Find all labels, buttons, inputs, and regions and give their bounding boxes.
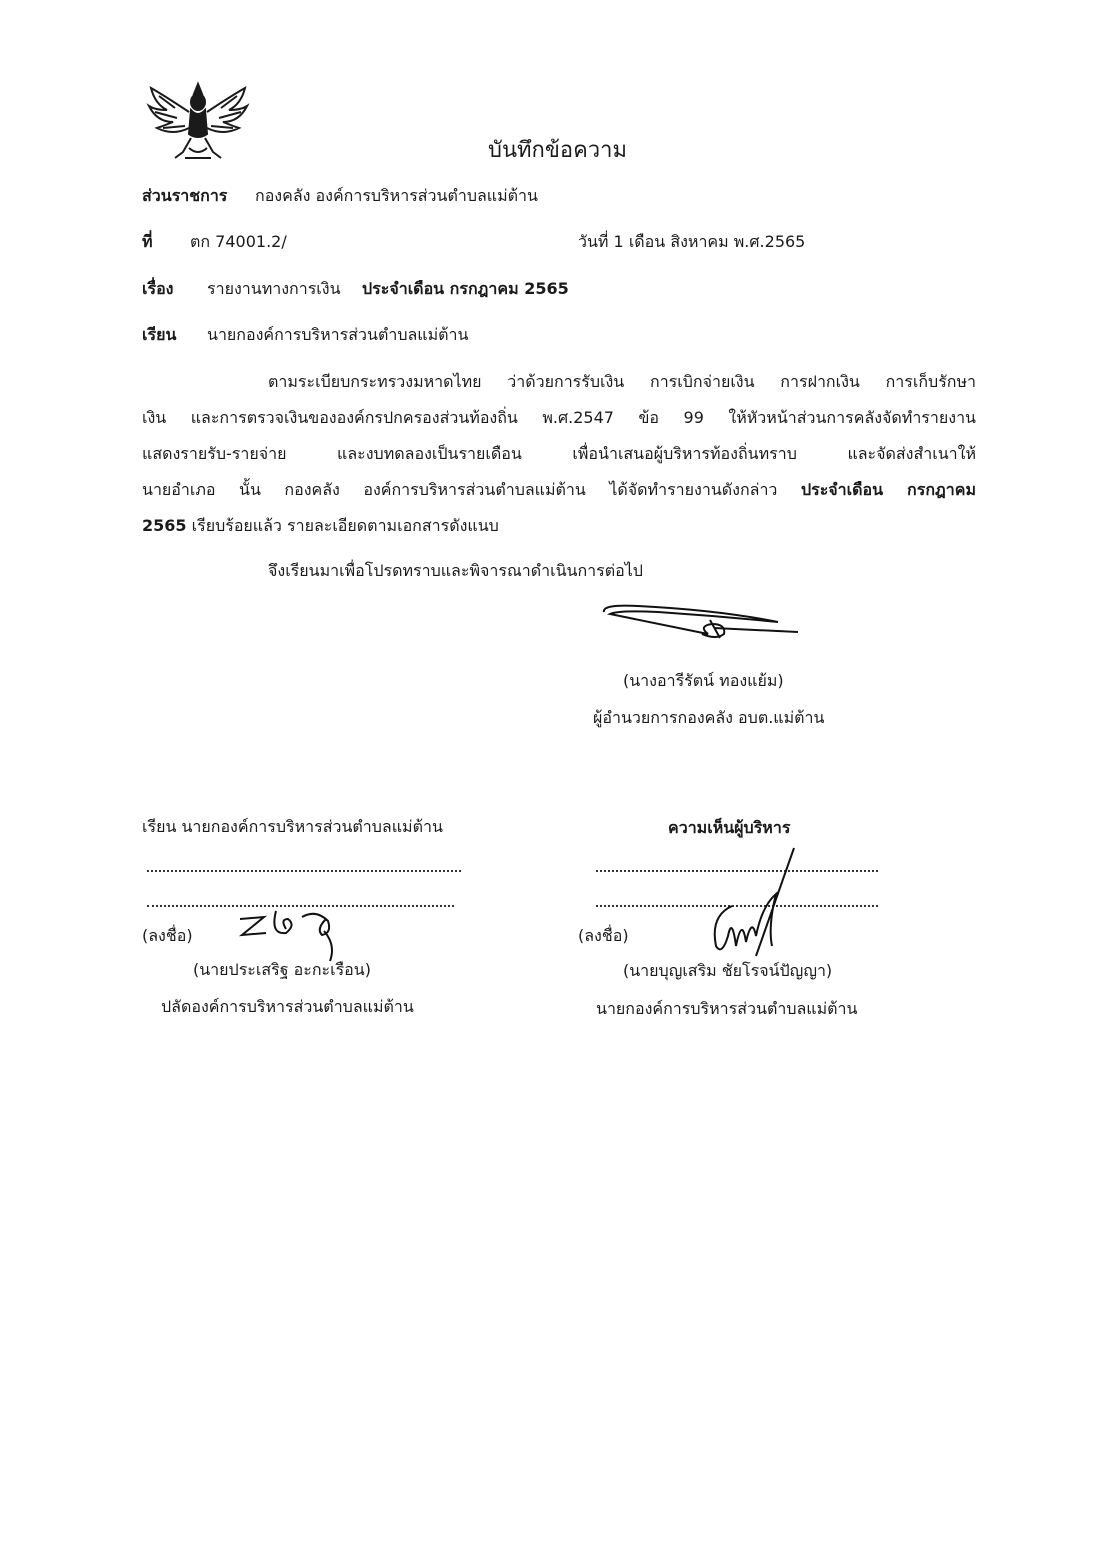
body-line: เงิน และการตรวจเงินขององค์กรปกครองส่วนท้องถิ่น พ.ศ.2547 ข้อ 99 ให้หัวหน้าส่วนการคลังจัดทำรายงาน: [142, 408, 976, 427]
body-bold-text: ประจำเดือน กรกฎาคม: [800, 480, 976, 499]
comment-dotted-line: [147, 870, 461, 872]
body-line: [142, 472, 976, 508]
body-line: [142, 508, 976, 544]
subject-month: ประจำเดือน กรกฎาคม 2565: [362, 279, 569, 298]
signature-right: [706, 846, 806, 966]
body-text: นายอำเภอ นั้น กองคลัง องค์การบริหารส่วนตำบลแม่ต้าน ได้จัดทำรายงานดังกล่าว: [142, 480, 778, 499]
left-position: ปลัดองค์การบริหารส่วนตำบลแม่ต้าน: [161, 997, 414, 1016]
body-line: ตามระเบียบกระทรวงมหาดไทย ว่าด้วยการรับเงิน การเบิกจ่ายเงิน การฝากเงิน การเก็บรักษา: [268, 372, 976, 391]
signature-main: [598, 600, 808, 650]
right-name: (นายบุญเสริม ชัยโรจน์ปัญญา): [623, 961, 833, 980]
memo-date: วันที่ 1 เดือน สิงหาคม พ.ศ.2565: [578, 232, 806, 251]
ref-label: ที่: [142, 232, 153, 251]
to-value: นายกองค์การบริหารส่วนตำบลแม่ต้าน: [207, 325, 469, 344]
agency-label: ส่วนราชการ: [142, 186, 228, 205]
subject-label: เรื่อง: [142, 279, 174, 298]
memo-title: บันทึกข้อความ: [488, 138, 628, 163]
right-heading: ความเห็นผู้บริหาร: [668, 818, 791, 837]
right-sign-label: (ลงชื่อ): [578, 926, 629, 945]
ref-value: ตก 74001.2/: [190, 232, 287, 251]
to-label: เรียน: [142, 325, 177, 344]
garuda-emblem: [145, 78, 251, 164]
left-name: (นายประเสริฐ อะกะเรือน): [193, 960, 371, 979]
left-sign-label: (ลงชื่อ): [142, 926, 193, 945]
left-to-line: เรียน นายกองค์การบริหารส่วนตำบลแม่ต้าน: [142, 817, 443, 836]
body-bold-text: 2565: [142, 516, 187, 535]
signature-left: [236, 905, 346, 965]
body-paragraph: [142, 364, 976, 544]
subject-value: รายงานทางการเงิน: [207, 279, 341, 298]
closing-text: จึงเรียนมาเพื่อโปรดทราบและพิจารณาดำเนินการต่อไป: [268, 561, 643, 580]
signer-main-position: ผู้อำนวยการกองคลัง อบต.แม่ต้าน: [593, 708, 825, 727]
body-line: แสดงรายรับ-รายจ่าย และงบทดลองเป็นรายเดือน เพื่อนำเสนอผู้บริหารท้องถิ่นทราบ และจัดส่งสำเนาให้: [142, 444, 976, 463]
right-position: นายกองค์การบริหารส่วนตำบลแม่ต้าน: [596, 999, 858, 1018]
body-text: เรียบร้อยแล้ว รายละเอียดตามเอกสารดังแนบ: [191, 516, 499, 535]
agency-value: กองคลัง องค์การบริหารส่วนตำบลแม่ต้าน: [255, 186, 538, 205]
signer-main-name: (นางอารีรัตน์ ทองแย้ม): [623, 671, 784, 690]
